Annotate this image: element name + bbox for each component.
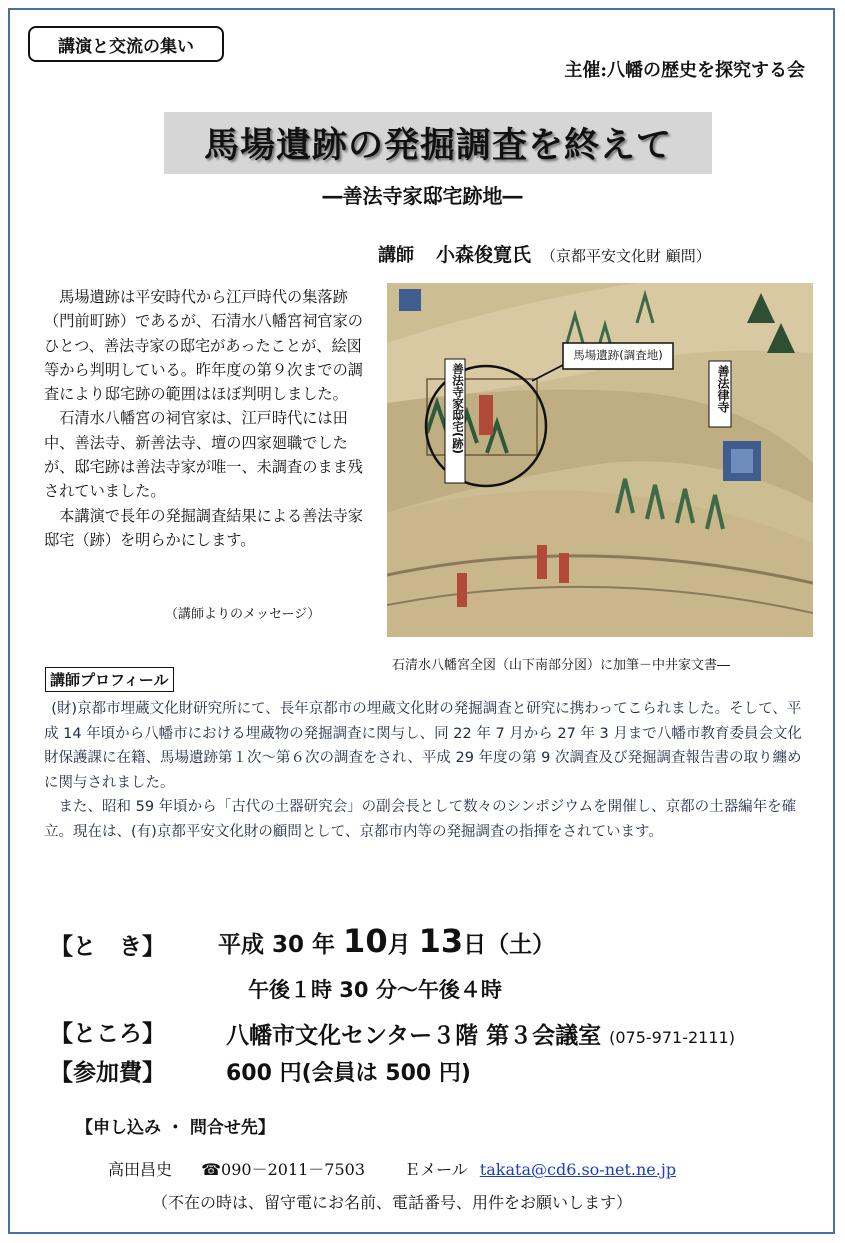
contact-name: 高田昌史 <box>108 1160 173 1179</box>
time-label: 【と き】 <box>50 934 165 960</box>
event-type-badge: 講演と交流の集い <box>28 26 224 62</box>
event-place-phone: (075-971-2111) <box>609 1028 735 1047</box>
map-left-label: 善法寺家邸宅(跡) <box>451 363 465 455</box>
contact-title: 【申し込み ・ 問合せ先】 <box>76 1118 275 1138</box>
event-month-unit: 月 <box>387 932 411 958</box>
contact-email-link[interactable]: takata@cd6.so-net.ne.jp <box>479 1160 677 1179</box>
event-day-unit: 日（土） <box>463 932 556 958</box>
event-date <box>218 922 555 960</box>
intro-paragraph: 本講演で長年の発掘調査結果による善法寺家邸宅（跡）を明らかにします。 <box>44 506 363 549</box>
fee-label: 【参加費】 <box>50 1060 165 1086</box>
profile-paragraph: (財)京都市埋蔵文化財研究所にて、長年京都市の埋蔵文化財の発掘調査と研究に携わってこられました。そして、平成 14 年頃から八幡市における埋蔵物の発掘調査に関与し、同 22 年 7 月から 27 年 3 月まで八幡市教育委員会文化財保護課に在籍、馬場遺跡第１次～第６次の調査をされ、平成 29 年度の第 9 次調査及び発掘調査報告書の取り纏めに関与されました。 <box>44 701 802 791</box>
place-label: 【ところ】 <box>50 1021 165 1047</box>
map-callout: 馬場遺跡(調査地) <box>573 348 663 362</box>
intro-paragraph: 馬場遺跡は平安時代から江戸時代の集落跡（門前町跡）であるが、石清水八幡宮祠官家のひとつ、善法寺家の邸宅があったことが、絵図等から判明している。昨年度の第９次までの調査により邸宅跡の範囲はほぼ判明しました。 <box>44 288 363 404</box>
lecturer-label: 講師 <box>378 245 414 266</box>
contact-note: （不在の時は、留守電にお名前、電話番号、用件をお願いします） <box>152 1193 633 1212</box>
subtitle: ―善法寺家邸宅跡地― <box>322 184 523 208</box>
lecturer-message-note: （講師よりのメッセージ） <box>165 607 321 622</box>
event-place <box>226 1017 735 1050</box>
profile-text <box>44 697 814 845</box>
profile-label: 講師プロフィール <box>45 667 174 692</box>
intro-paragraph: 石清水八幡宮の祠官家は、江戸時代には田中、善法寺、新善法寺、壇の四家廻職でしたが、邸宅跡は善法寺家が唯一、未調査のまま残されていました。 <box>44 409 363 501</box>
title-box <box>164 112 712 174</box>
page-title: 馬場遺跡の発掘調査を終えて <box>203 125 672 166</box>
event-hours: 午後１時 30 分～午後４時 <box>248 978 502 1002</box>
organizer: 主催:八幡の歴史を探究する会 <box>564 60 805 81</box>
contact-phone: ☎090－2011－7503 <box>201 1160 366 1179</box>
map-right-label: 善法律寺 <box>716 365 730 413</box>
lecturer-affiliation: （京都平安文化財 顧問） <box>541 247 711 265</box>
event-place-name: 八幡市文化センター３階 第３会議室 <box>226 1023 602 1049</box>
event-day: 13 <box>418 922 464 960</box>
event-month: 10 <box>343 922 388 960</box>
map-caption: 石清水八幡宮全図（山下南部分図）に加筆－中井家文書― <box>392 658 731 673</box>
profile-paragraph: また、昭和 59 年頃から「古代の土器研究会」の副会長として数々のシンポジウムを開催し、京都の土器編年を確立。現在は、(有)京都平安文化財の顧問として、京都市内等の発掘調査の指揮をされています。 <box>44 799 797 840</box>
lecturer-name: 小森俊寛氏 <box>436 244 532 266</box>
contact-email-label: Ｅメール <box>404 1160 468 1179</box>
map-illustration <box>387 283 813 637</box>
lecturer-line <box>378 240 711 267</box>
intro-text <box>44 285 374 552</box>
contact-line <box>108 1157 676 1180</box>
event-fee: 600 円(会員は 500 円) <box>226 1061 471 1086</box>
event-era-year: 平成 30 年 <box>218 932 336 958</box>
historical-map <box>387 283 813 637</box>
